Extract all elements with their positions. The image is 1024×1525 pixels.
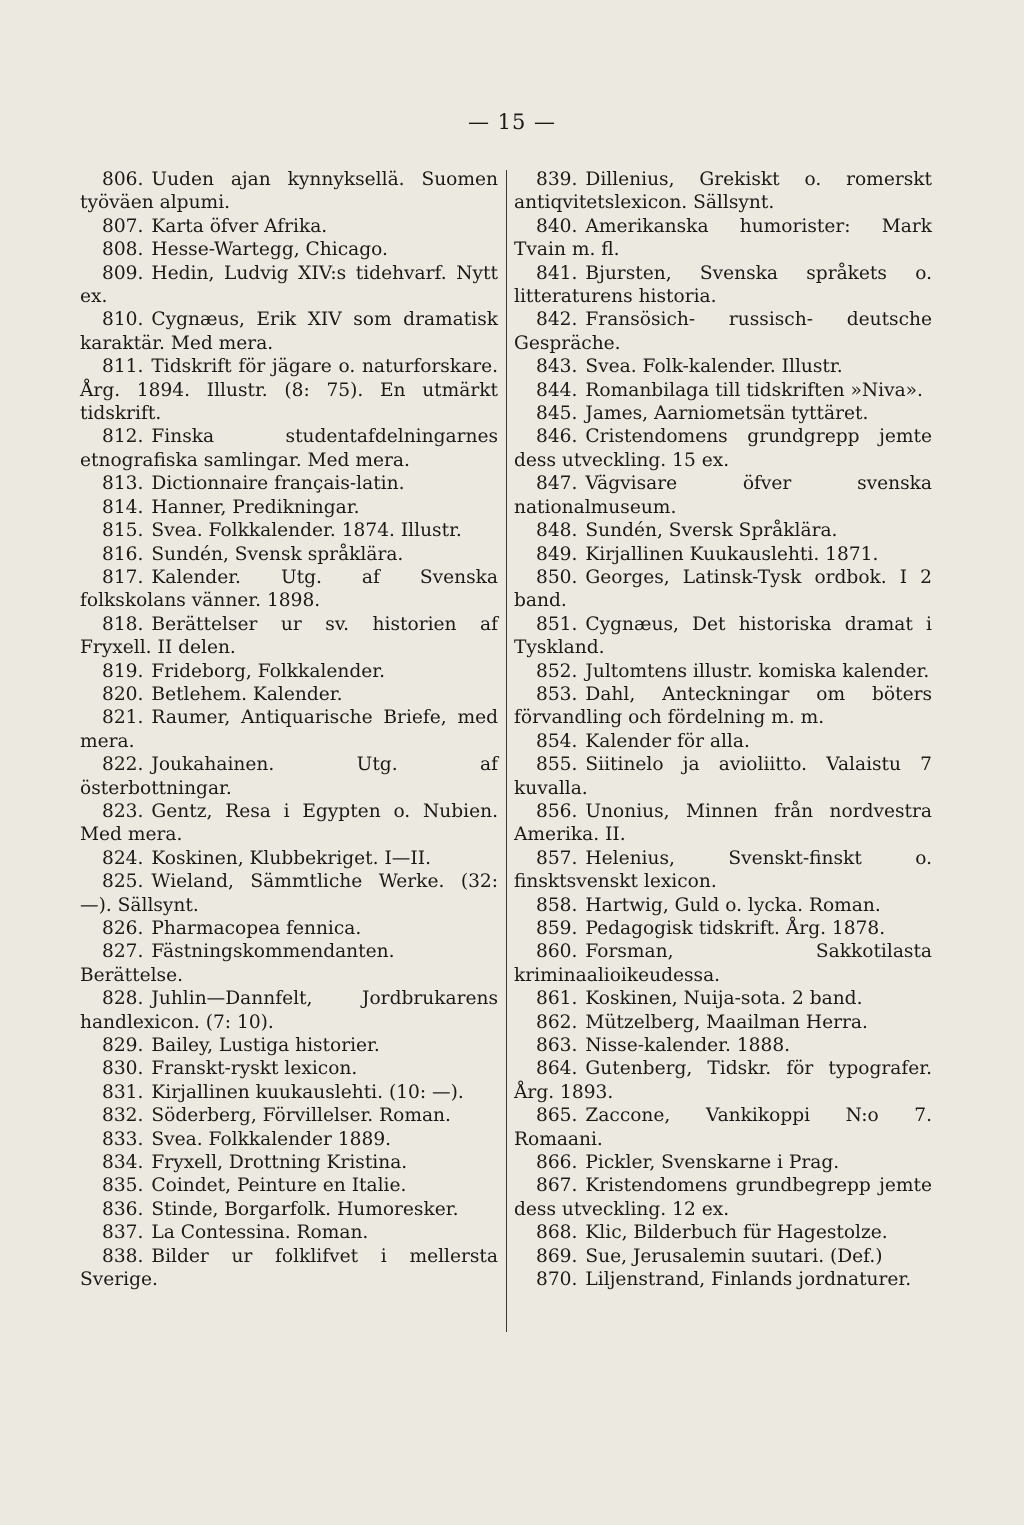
entry-number: 821. (102, 707, 144, 729)
entry-number: 864. (536, 1058, 578, 1080)
entry-text: La Contessina. Roman. (151, 1222, 369, 1244)
catalog-entry (80, 308, 498, 355)
catalog-entry (80, 870, 498, 917)
catalog-entry (514, 987, 932, 1010)
entry-text: Svea. Folkkalender. 1874. Illustr. (151, 520, 462, 542)
entry-number: 844. (536, 379, 578, 401)
entry-text: Hesse-Wartegg, Chicago. (151, 239, 388, 261)
catalog-entry (514, 683, 932, 730)
entry-number: 811. (102, 356, 144, 378)
entry-text: Hanner, Predikningar. (151, 496, 360, 518)
entry-text: Fransösich- russisch- deutsche Gespräche. (514, 309, 932, 354)
catalog-entry (80, 519, 498, 542)
entry-number: 840. (536, 215, 578, 237)
entry-number: 853. (536, 683, 578, 705)
entry-number: 865. (536, 1105, 578, 1127)
catalog-entry (514, 730, 932, 753)
entry-number: 868. (536, 1222, 578, 1244)
entry-number: 814. (102, 496, 144, 518)
entry-text: Gutenberg, Tidskr. för typografer. Årg. 1893. (514, 1058, 932, 1103)
entry-number: 857. (536, 847, 578, 869)
entry-text: Vägvisare öfver svenska nationalmuseum. (514, 473, 932, 518)
entry-text: Zaccone, Vankikoppi N:o 7. Romaani. (514, 1105, 932, 1150)
entry-text: Franskt-ryskt lexicon. (151, 1058, 358, 1080)
entry-number: 867. (536, 1175, 578, 1197)
entry-number: 845. (536, 403, 578, 425)
entry-number: 838. (102, 1245, 144, 1267)
entry-number: 810. (102, 309, 144, 331)
entry-number: 859. (536, 918, 578, 939)
catalog-entry (514, 215, 932, 262)
catalog-entry (514, 566, 932, 613)
catalog-entry (514, 308, 932, 355)
catalog-entry (80, 1151, 498, 1174)
catalog-entry (80, 355, 498, 425)
entry-number: 833. (102, 1128, 144, 1150)
entry-text: Pharmacopea fennica. (151, 918, 362, 939)
entry-text: Joukahainen. Utg. af österbottningar. (80, 754, 498, 799)
entry-text: Fryxell, Drottning Kristina. (151, 1152, 408, 1174)
page-number: — 15 — (467, 110, 557, 134)
entry-text: Betlehem. Kalender. (151, 683, 343, 705)
entry-number: 862. (536, 1011, 578, 1033)
catalog-entry (514, 1268, 932, 1291)
entry-text: Dictionnaire français-latin. (151, 473, 405, 495)
entry-text: Georges, Latinsk-Tysk ordbok. I 2 band. (514, 566, 932, 612)
entry-text: Raumer, Antiquarische Briefe, med mera. (80, 707, 498, 752)
catalog-entry (514, 660, 932, 683)
entry-number: 860. (536, 941, 578, 963)
catalog-entry (80, 1221, 498, 1244)
entry-number: 856. (536, 800, 578, 822)
entry-number: 855. (536, 754, 578, 776)
catalog-entry (514, 1151, 932, 1174)
entry-number: 850. (536, 566, 578, 588)
entry-number: 822. (102, 754, 144, 776)
catalog-entry (80, 215, 498, 238)
catalog-entry (80, 1081, 498, 1104)
entry-number: 818. (102, 613, 144, 635)
catalog-entry (80, 1245, 498, 1292)
entry-number: 841. (536, 262, 578, 284)
entry-text: Hedin, Ludvig XIV:s tidehvarf. Nytt ex. (80, 262, 498, 308)
catalog-entry (514, 425, 932, 472)
entry-number: 849. (536, 543, 578, 565)
catalog-entry (80, 425, 498, 472)
entry-text: Uuden ajan kynnyksellä. Suomen työväen alpumi. (80, 169, 498, 214)
catalog-entry (80, 1198, 498, 1221)
entry-number: 806. (102, 169, 144, 190)
catalog-entry (514, 379, 932, 402)
entry-text: Kirjallinen Kuukauslehti. 1871. (585, 543, 879, 565)
entry-number: 836. (102, 1198, 144, 1220)
entry-text: Sue, Jerusalemin suutari. (Def.) (585, 1245, 883, 1267)
entry-text: Liljenstrand, Finlands jordnaturer. (585, 1269, 912, 1291)
entry-text: Kalender. Utg. af Svenska folkskolans vänner. 1898. (80, 566, 498, 612)
entry-number: 807. (102, 215, 144, 237)
catalog-entry (80, 543, 498, 566)
entry-text: Kirjallinen kuukauslehti. (10: —). (151, 1081, 464, 1103)
entry-text: Tidskrift för jägare o. naturforskare. Årg. 1894. Illustr. (8: 75). En utmärkt tidskrift. (80, 356, 498, 425)
entry-number: 823. (102, 800, 144, 822)
catalog-entry (514, 1034, 932, 1057)
entry-text: James, Aarniometsän tyttäret. (585, 403, 869, 425)
catalog-entry (514, 262, 932, 309)
entry-number: 831. (102, 1081, 144, 1103)
catalog-entry (80, 753, 498, 800)
entry-text: Romanbilaga till tidskriften »Niva». (585, 379, 923, 401)
catalog-entry (514, 519, 932, 542)
catalog-entry (80, 472, 498, 495)
catalog-entry (80, 683, 498, 706)
entry-number: 820. (102, 683, 144, 705)
entry-text: Bilder ur folklifvet i mellersta Sverige. (80, 1245, 498, 1291)
entry-text: Coindet, Peinture en Italie. (151, 1175, 407, 1197)
entry-text: Bailey, Lustiga historier. (151, 1035, 380, 1057)
column-divider (506, 170, 507, 1332)
entry-text: Koskinen, Klubbekriget. I—II. (151, 847, 431, 869)
entry-text: Nisse-kalender. 1888. (585, 1035, 791, 1057)
entry-number: 825. (102, 871, 144, 893)
entry-text: Stinde, Borgarfolk. Humoresker. (151, 1198, 459, 1220)
entry-text: Pedagogisk tidskrift. Årg. 1878. (585, 918, 886, 939)
entry-text: Söderberg, Förvillelser. Roman. (151, 1105, 451, 1127)
catalog-entry (80, 496, 498, 519)
catalog-entry (80, 706, 498, 753)
catalog-entry (80, 262, 498, 309)
entry-number: 826. (102, 918, 144, 939)
entry-text: Sundén, Svensk språklära. (151, 543, 404, 565)
entry-number: 843. (536, 356, 578, 378)
catalog-entry (514, 1245, 932, 1268)
catalog-entry (80, 940, 498, 987)
entry-text: Kalender för alla. (585, 730, 750, 752)
entry-number: 863. (536, 1035, 578, 1057)
entry-number: 817. (102, 566, 144, 588)
entry-number: 869. (536, 1245, 578, 1267)
entry-text: Jultomtens illustr. komiska kalender. (585, 660, 930, 682)
entry-number: 819. (102, 660, 144, 682)
entry-number: 829. (102, 1035, 144, 1057)
entry-text: Kristendomens grundbegrepp jemte dess utveckling. 12 ex. (514, 1175, 932, 1220)
catalog-entry (514, 402, 932, 425)
entry-number: 809. (102, 262, 144, 284)
entry-text: Wieland, Sämmtliche Werke. (32: —). Sällsynt. (80, 871, 498, 916)
entry-text: Berättelser ur sv. historien af Fryxell. II delen. (80, 613, 498, 659)
entry-text: Amerikanska humorister: Mark Tvain m. fl. (514, 215, 932, 261)
catalog-entry (514, 613, 932, 660)
right-column (514, 168, 932, 1292)
catalog-entry (80, 917, 498, 940)
catalog-entry (514, 917, 932, 940)
entry-text: Svea. Folk-kalender. Illustr. (585, 356, 843, 378)
entry-text: Karta öfver Afrika. (151, 215, 328, 237)
catalog-entry (514, 472, 932, 519)
catalog-entry (80, 987, 498, 1034)
entry-number: 839. (536, 169, 578, 190)
catalog-entry (514, 1011, 932, 1034)
left-column (80, 168, 498, 1292)
catalog-entry (80, 800, 498, 847)
catalog-entry (80, 847, 498, 870)
catalog-entry (80, 1128, 498, 1151)
catalog-entry (80, 1104, 498, 1127)
entry-number: 828. (102, 988, 144, 1010)
catalog-entry (514, 355, 932, 378)
entry-number: 832. (102, 1105, 144, 1127)
catalog-entry (80, 1174, 498, 1197)
entry-text: Koskinen, Nuija-sota. 2 band. (585, 988, 863, 1010)
catalog-entry (514, 800, 932, 847)
entry-text: Dillenius, Grekiskt o. romerskt antiqvitetslexicon. Sällsynt. (514, 169, 932, 214)
entry-number: 808. (102, 239, 144, 261)
entry-text: Siitinelo ja avioliitto. Valaistu 7 kuvalla. (514, 754, 932, 799)
entry-text: Mützelberg, Maailman Herra. (585, 1011, 868, 1033)
entry-number: 861. (536, 988, 578, 1010)
entry-text: Juhlin—Dannfelt, Jordbrukarens handlexicon. (7: 10). (80, 988, 498, 1033)
entry-number: 830. (102, 1058, 144, 1080)
entry-number: 834. (102, 1152, 144, 1174)
catalog-entry (514, 543, 932, 566)
entry-text: Frideborg, Folkkalender. (151, 660, 385, 682)
entry-text: Dahl, Anteckningar om böters förvandling och fördelning m. m. (514, 683, 932, 729)
entry-number: 815. (102, 520, 144, 542)
catalog-entry (514, 940, 932, 987)
entry-text: Cygnæus, Det historiska dramat i Tyskland. (514, 613, 932, 659)
entry-number: 816. (102, 543, 144, 565)
entry-text: Fästningskommendanten. Berättelse. (80, 941, 395, 986)
entry-text: Svea. Folkkalender 1889. (151, 1128, 392, 1150)
catalog-entry (514, 168, 932, 215)
catalog-entry (514, 1057, 932, 1104)
entry-text: Gentz, Resa i Egypten o. Nubien. Med mera. (80, 800, 498, 846)
entry-number: 858. (536, 894, 578, 916)
catalog-entry (80, 168, 498, 215)
entry-number: 851. (536, 613, 578, 635)
entry-number: 866. (536, 1152, 578, 1174)
entry-number: 813. (102, 473, 144, 495)
entry-text: Cygnæus, Erik XIV som dramatisk karaktär. Med mera. (80, 309, 498, 354)
entry-text: Pickler, Svenskarne i Prag. (585, 1152, 840, 1174)
entry-text: Cristendomens grundgrepp jemte dess utveckling. 15 ex. (514, 426, 932, 471)
entry-number: 824. (102, 847, 144, 869)
entry-text: Unonius, Minnen från nordvestra Amerika. II. (514, 800, 932, 846)
entry-text: Bjursten, Svenska språkets o. litteraturens historia. (514, 262, 932, 308)
catalog-entry (80, 1034, 498, 1057)
entry-text: Klic, Bilderbuch für Hagestolze. (585, 1222, 888, 1244)
entry-number: 835. (102, 1175, 144, 1197)
catalog-entry (514, 1221, 932, 1244)
catalog-entry (514, 1104, 932, 1151)
catalog-entry (80, 613, 498, 660)
entry-number: 852. (536, 660, 578, 682)
catalog-entry (514, 753, 932, 800)
entry-number: 846. (536, 426, 578, 448)
entry-number: 812. (102, 426, 144, 448)
catalog-entry (514, 1174, 932, 1221)
catalog-entry (80, 1057, 498, 1080)
entry-number: 848. (536, 520, 578, 542)
catalog-entry (80, 660, 498, 683)
catalog-entry (514, 847, 932, 894)
entry-number: 827. (102, 941, 144, 963)
entry-text: Hartwig, Guld o. lycka. Roman. (585, 894, 881, 916)
entry-number: 842. (536, 309, 578, 331)
catalog-entry (514, 894, 932, 917)
entry-number: 847. (536, 473, 578, 495)
entry-text: Forsman, Sakkotilasta kriminaalioikeudessa. (514, 941, 932, 986)
catalog-entry (80, 238, 498, 261)
entry-number: 837. (102, 1222, 144, 1244)
catalog-entry (80, 566, 498, 613)
entry-text: Helenius, Svenskt-finskt o. finsktsvenskt lexicon. (514, 847, 932, 893)
entry-number: 870. (536, 1269, 578, 1291)
entry-number: 854. (536, 730, 578, 752)
entry-text: Finska studentafdelningarnes etnografiska samlingar. Med mera. (80, 426, 498, 471)
entry-text: Sundén, Sversk Språklära. (585, 520, 838, 542)
